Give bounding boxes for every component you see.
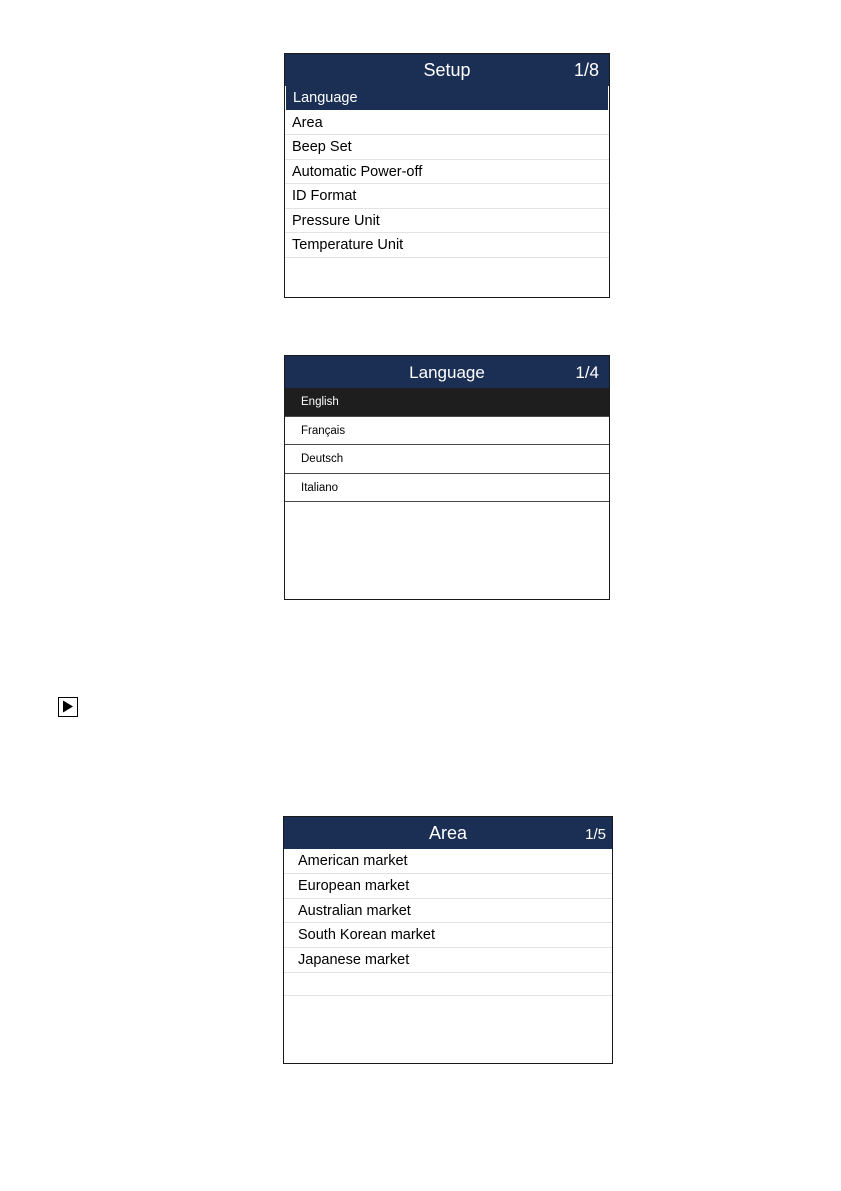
language-item-english[interactable]: English xyxy=(285,388,609,417)
language-title: Language xyxy=(409,363,485,382)
setup-screen xyxy=(284,53,610,298)
setup-item-area[interactable]: Area xyxy=(285,111,609,136)
setup-title: Setup xyxy=(423,60,471,80)
setup-item-pressure-unit[interactable]: Pressure Unit xyxy=(285,209,609,234)
area-item-european-market[interactable]: European market xyxy=(284,874,612,899)
setup-page-indicator: 1/8 xyxy=(573,60,599,80)
setup-item-temperature-unit[interactable]: Temperature Unit xyxy=(285,233,609,258)
language-page-indicator: 1/4 xyxy=(575,363,599,382)
area-empty-row xyxy=(284,973,612,996)
play-arrow-icon xyxy=(58,697,78,717)
area-page-indicator: 1/5 xyxy=(585,826,606,843)
area-item-australian-market[interactable]: Australian market xyxy=(284,899,612,924)
language-item-deutsch[interactable]: Deutsch xyxy=(285,445,609,474)
area-item-american-market[interactable]: American market xyxy=(284,849,612,874)
language-title-bar xyxy=(285,356,609,388)
language-item-italiano[interactable]: Italiano xyxy=(285,474,609,503)
setup-item-id-format[interactable]: ID Format xyxy=(285,184,609,209)
area-title: Area xyxy=(428,823,468,843)
play-arrow-icon-glyph xyxy=(59,698,76,715)
area-screen xyxy=(283,816,613,1064)
setup-item-language[interactable]: Language xyxy=(286,86,608,111)
setup-title-bar xyxy=(285,54,609,86)
language-screen xyxy=(284,355,610,600)
area-item-south-korean-market[interactable]: South Korean market xyxy=(284,923,612,948)
area-title-bar xyxy=(284,817,612,849)
setup-item-beep-set[interactable]: Beep Set xyxy=(285,135,609,160)
area-item-japanese-market[interactable]: Japanese market xyxy=(284,948,612,973)
setup-item-automatic-power-off[interactable]: Automatic Power-off xyxy=(285,160,609,185)
language-item-francais[interactable]: Français xyxy=(285,417,609,446)
